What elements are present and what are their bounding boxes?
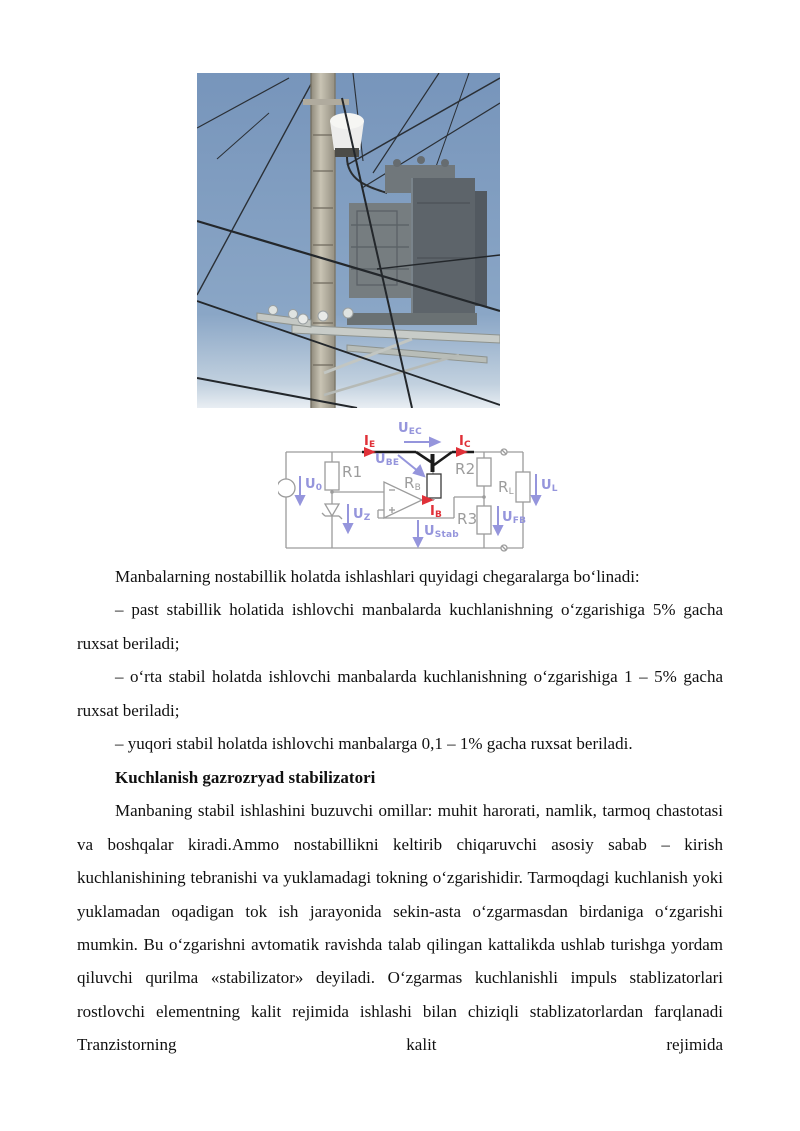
label-collector-current: $I_C$ (459, 434, 471, 450)
label-uec-voltage: $U_{EC}$ (398, 421, 422, 437)
photo-illustration (197, 73, 500, 408)
paragraph-high-stability: – yuqori stabil holatda ishlovchi manbalarga 0,1 – 1% gacha ruxsat beriladi. (115, 734, 633, 754)
label-resistor-r1: R1 (342, 463, 363, 481)
label-resistor-r3: R3 (457, 510, 478, 528)
document-text (77, 560, 723, 1062)
label-resistor-rl: $R_L$ (498, 478, 514, 497)
label-zener-voltage: $U_Z$ (353, 507, 371, 523)
label-feedback-voltage: $U_{FB}$ (502, 510, 527, 526)
paragraph-intro: Manbalarning nostabillik holatda ishlashlari quyidagi chegaralarga bo‘linadi: (115, 567, 640, 586)
transformer-pole-photo (197, 73, 500, 408)
section-heading: Kuchlanish gazrozryad stabilizatori (115, 767, 376, 787)
paragraph-low-stability: – past stabillik holatida ishlovchi manbalarda kuchlanishning o‘zgarishiga 5% gacha ruxsat beriladi; (77, 600, 723, 653)
paragraph-medium-stability: – o‘rta stabil holatda ishlovchi manbalarda kuchlanishning o‘zgarishiga 1 – 5% gacha ruxsat beriladi; (77, 667, 723, 720)
label-emitter-current: $I_E$ (364, 434, 376, 450)
paragraph-stabilizer-description: Manbaning stabil ishlashini buzuvchi omillar: muhit harorati, namlik, tarmoq chastotasi va boshqalar kiradi.Ammo nostabillikni keltirib chiqaruvchi asosiy sabab – kirish kuchlanishining tebranishi va yuklamadagi tokning o‘zgarishidir. Tarmoqdagi kuchlanish yoki yuklamadan oqadigan tok ish jarayonida sekin-asta o‘zgarmasdan birdaniga o‘zgarishi mumkin. Bu o‘zgarishni avtomatik ravishda talab qilingan kattalikda ushlab turishga yordam qiluvchi qurilma «stabilizator» deyiladi. O‘zgarmas kuchlanishli impuls stablizatorlari rostlovchi elementning kalit rejimida ishlashi bilan chiziqli stablizatorlardan farqlanadi Tranzistorning kalit rejimida (77, 801, 723, 1055)
label-ube-voltage: $U_{BE}$ (375, 452, 400, 468)
label-resistor-r2: R2 (455, 460, 476, 478)
label-base-current: $I_B$ (430, 504, 443, 520)
label-resistor-rb: $R_B$ (404, 474, 421, 493)
label-load-voltage: $U_L$ (541, 478, 558, 494)
label-stabilized-voltage: $U_{Stab}$ (424, 524, 459, 540)
label-input-voltage: $U_0$ (305, 477, 323, 493)
stabilizer-circuit-diagram (278, 420, 570, 568)
circuit-drawing (278, 420, 570, 568)
